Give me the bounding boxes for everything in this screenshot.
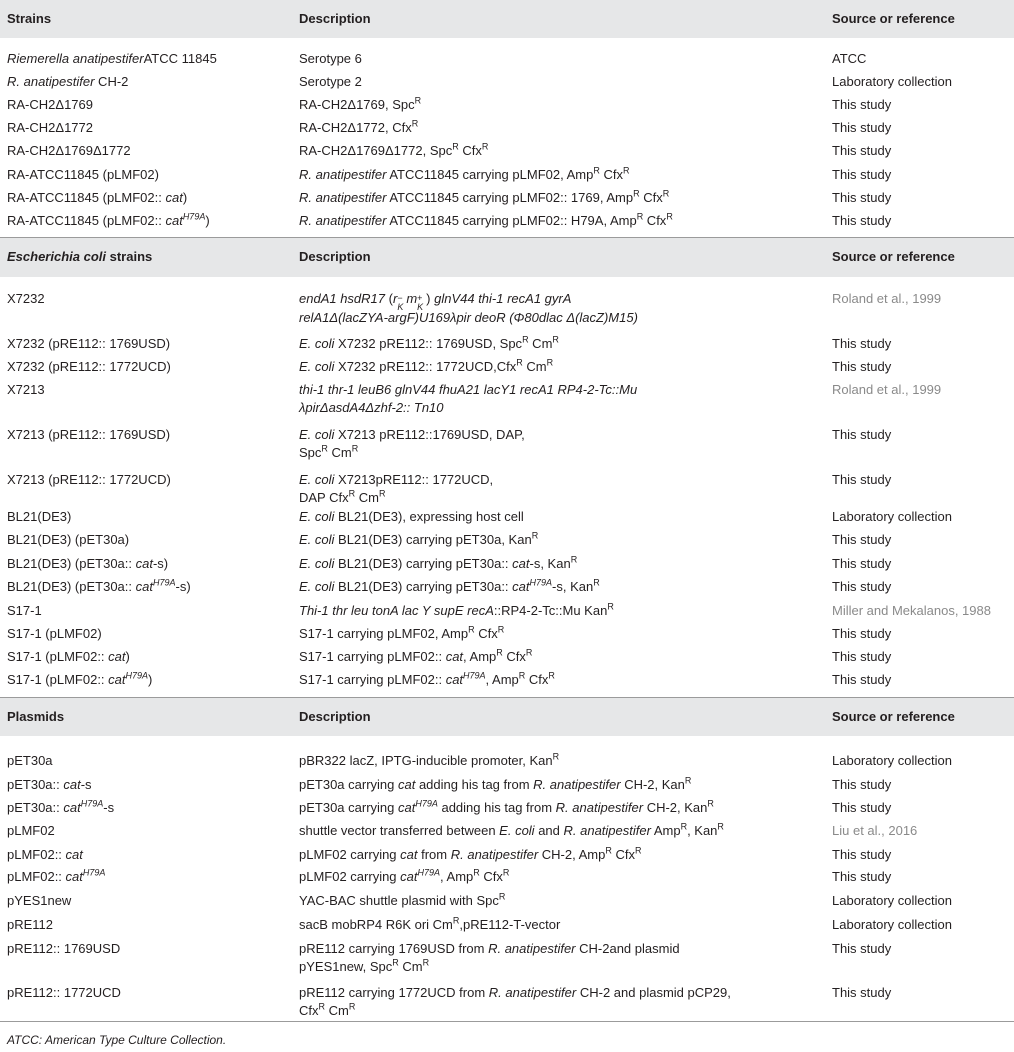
cell-description: S17-1 carrying pLMF02:: cat, Amp$^R$ Cfx$^R$ — [299, 647, 533, 664]
cell-description: E. coli BL21(DE3) carrying pET30a, Kan$^R$ — [299, 530, 539, 547]
cell-description: E. coli X7232 pRE112:: 1769USD, Spc$^R$ $Cm^R$ — [299, 334, 559, 351]
header-col-source: Source or reference — [832, 249, 955, 264]
cell-source: This study — [832, 143, 892, 158]
cell-source — [832, 822, 917, 840]
cell-entry: X7232 (pRE112:: 1772UCD) — [7, 359, 171, 374]
header-col-entry: Plasmids — [7, 709, 65, 724]
cell-source: Laboratory collection — [832, 509, 952, 524]
cell-source — [832, 381, 941, 399]
cell-entry: X7213 — [7, 382, 45, 397]
cell-description: pLMF02 carrying cat from R. anatipestifer CH-2, Amp$^R$ Cfx$^R$ — [299, 845, 642, 862]
cell-source: This study — [832, 847, 892, 862]
reference-link[interactable]: Miller and Mekalanos, 1988 — [832, 603, 991, 618]
cell-description: RA-CH2Δ1769, Spc$^R$ — [299, 95, 422, 112]
cell-entry: pET30a — [7, 753, 53, 768]
cell-entry: RA-CH2Δ1772 — [7, 120, 93, 135]
cell-source: Laboratory collection — [832, 917, 952, 932]
cell-entry: Riemerella anatipestiferATCC 11845 — [7, 51, 217, 66]
cell-description: sacB mobRP4 R6K ori $Cm^R,pRE112-T$-vector — [299, 915, 561, 932]
cell-description: Serotype 6 — [299, 51, 362, 66]
cell-source: This study — [832, 579, 892, 594]
cell-description: R. anatipestifer ATCC11845 carrying pLMF02:: 1769, Amp$^R$ Cfx$^R$ — [299, 188, 670, 205]
cell-source: This study — [832, 190, 892, 205]
cell-source: This study — [832, 626, 892, 641]
header-col-entry: Escherichia coli strains — [7, 249, 153, 264]
cell-entry: RA-ATCC11845 (pLMF02:: cat) — [7, 190, 188, 205]
cell-source: This study — [832, 985, 892, 1000]
header-col-description: Description — [299, 249, 371, 264]
cell-source: This study — [832, 359, 892, 374]
cell-source: This study — [832, 941, 892, 956]
cell-source: This study — [832, 777, 892, 792]
cell-description: Thi-1 thr leu tonA lac Y supE recA::RP4-2-Tc::Mu Kan$^R$ — [299, 601, 614, 618]
cell-description: E. coli BL21(DE3), expressing host cell — [299, 509, 524, 524]
cell-entry: S17-1 (pLMF02:: cat) — [7, 649, 130, 664]
cell-entry: S17-1 (pLMF02) — [7, 626, 102, 641]
cell-entry: RA-CH2Δ1769Δ1772 — [7, 143, 131, 158]
cell-source: This study — [832, 556, 892, 571]
reference-link[interactable]: Liu et al., 2016 — [832, 823, 918, 838]
header-col-source: Source or reference — [832, 709, 955, 724]
cell-entry: X7213 (pRE112:: 1769USD) — [7, 427, 171, 442]
cell-entry: pRE112:: 1769USD — [7, 941, 121, 956]
cell-description: Serotype 2 — [299, 74, 362, 89]
cell-source: Laboratory collection — [832, 74, 952, 89]
cell-description: RA-CH2Δ1772, Cfx$^R$ — [299, 118, 419, 135]
cell-source: This study — [832, 97, 892, 112]
cell-description: endA1 hsdR17 (r − K m + K ) glnV44 thi-1 recA1 gyrA relA1Δ(lacZYA-argF)U169λpir deoR (Φ80dlac Δ(lacZ)M15) — [299, 291, 638, 325]
cell-entry: X7232 — [7, 291, 45, 306]
cell-entry: BL21(DE3) (pET30a) — [7, 532, 130, 547]
cell-entry: RA-ATCC11845 (pLMF02:: cat$^{H79A}$) — [7, 211, 210, 228]
cell-description: pBR322 lacZ, IPTG-inducible promoter, Kan$^R$ — [299, 751, 560, 768]
cell-entry: pLMF02 — [7, 823, 55, 838]
cell-entry: X7213 (pRE112:: 1772UCD) — [7, 472, 171, 487]
cell-source: This study — [832, 800, 892, 815]
cell-source — [832, 602, 991, 620]
header-col-source: Source or reference — [832, 11, 955, 26]
cell-source: This study — [832, 532, 892, 547]
cell-description: YAC-BAC shuttle plasmid with Spc$^R$ — [299, 891, 506, 908]
cell-description: R. anatipestifer ATCC11845 carrying pLMF02:: H79A, Amp$^R$ Cfx$^R$ — [299, 211, 673, 228]
cell-description: R. anatipestifer ATCC11845 carrying pLMF02, Amp$^R$ Cfx$^R$ — [299, 165, 630, 182]
cell-source: Laboratory collection — [832, 893, 952, 908]
cell-description: pET30a carrying cat adding his tag from R. anatipestifer CH-2, Kan$^R$ — [299, 775, 692, 792]
cell-entry: BL21(DE3) (pET30a:: cat$^{H79A}$-s) — [7, 577, 191, 594]
cell-entry: RA-ATCC11845 (pLMF02) — [7, 167, 159, 182]
header-col-entry: Strains — [7, 11, 52, 26]
reference-link[interactable]: Roland et al., 1999 — [832, 291, 942, 306]
cell-description: E. coli X7213pRE112:: 1772UCD, DAP Cfx$^R$ $Cm^R$ — [299, 472, 494, 505]
cell-description: S17-1 carrying pLMF02, Amp$^R$ Cfx$^R$ — [299, 624, 505, 641]
cell-entry: RA-CH2Δ1769 — [7, 97, 93, 112]
header-col-description: Description — [299, 709, 371, 724]
cell-entry: pYES1new — [7, 893, 72, 908]
cell-description: E. coli X7213 pRE112::1769USD, DAP, Spc$^R$ $Cm^R$ — [299, 427, 525, 460]
cell-entry: pET30a:: cat-s — [7, 777, 92, 792]
cell-entry: BL21(DE3) (pET30a:: cat-s) — [7, 556, 169, 571]
cell-source: This study — [832, 649, 892, 664]
cell-source: This study — [832, 869, 892, 884]
cell-description: shuttle vector transferred between E. coli and R. anatipestifer Amp$^R$, Kan$^R$ — [299, 821, 724, 838]
cell-entry: pRE112 — [7, 917, 54, 932]
cell-entry: pET30a:: cat$^{H79A}$-s — [7, 798, 115, 815]
cell-description: E. coli X7232 pRE112:: 1772UCD,Cfx$^R$ $Cm^R$ — [299, 357, 554, 374]
cell-description: S17-1 carrying pLMF02:: cat$^{H79A}$, Amp$^R$ Cfx$^R$ — [299, 670, 555, 687]
cell-source: This study — [832, 672, 892, 687]
cell-description: pRE112 carrying 1769USD from R. anatipestifer CH-2and plasmid pYES1new, Spc$^R$ $Cm^R$ — [299, 941, 680, 974]
cell-description: RA-CH2Δ1769Δ1772, Spc$^R$ Cfx$^R$ — [299, 141, 489, 158]
cell-entry: BL21(DE3) — [7, 509, 72, 524]
cell-entry: X7232 (pRE112:: 1769USD) — [7, 336, 171, 351]
cell-entry: pLMF02:: cat — [7, 847, 83, 862]
cell-source: Laboratory collection — [832, 753, 952, 768]
cell-source: This study — [832, 167, 892, 182]
cell-source: This study — [832, 120, 892, 135]
cell-source: This study — [832, 472, 892, 487]
cell-source — [832, 290, 941, 308]
table-footnote: ATCC: American Type Culture Collection. — [7, 1033, 227, 1047]
cell-entry: pRE112:: 1772UCD — [7, 985, 121, 1000]
reference-link[interactable]: Roland et al., 1999 — [832, 382, 942, 397]
cell-source: This study — [832, 213, 892, 228]
cell-description: E. coli BL21(DE3) carrying pET30a:: cat-s, Kan$^R$ — [299, 554, 578, 571]
cell-description: pRE112 carrying 1772UCD from R. anatipestifer CH-2 and plasmid pCP29, Cfx$^R$ $Cm^R$ — [299, 985, 731, 1018]
header-col-description: Description — [299, 11, 371, 26]
cell-description: pLMF02 carrying cat$^{H79A}$, Amp$^R$ Cfx$^R$ — [299, 867, 510, 884]
cell-description: E. coli BL21(DE3) carrying pET30a:: cat$^{H79A}$-s, Kan$^R$ — [299, 577, 600, 594]
table-bottom-rule — [0, 1021, 1014, 1022]
cell-source: This study — [832, 427, 892, 442]
cell-entry: pLMF02:: cat$^{H79A}$ — [7, 867, 106, 884]
cell-source: This study — [832, 336, 892, 351]
cell-description: thi-1 thr-1 leuB6 glnV44 fhuA21 lacY1 recA1 RP4-2-Tc::Mu λpirΔasdA4Δzhf-2:: Tn10 — [299, 382, 638, 415]
cell-entry: R. anatipestifer CH-2 — [7, 74, 129, 89]
cell-description: pET30a carrying cat$^{H79A}$ adding his tag from R. anatipestifer CH-2, Kan$^R$ — [299, 798, 714, 815]
cell-entry: S17-1 (pLMF02:: cat$^{H79A}$) — [7, 670, 153, 687]
cell-entry: S17-1 — [7, 603, 42, 618]
cell-source: ATCC — [832, 51, 867, 66]
